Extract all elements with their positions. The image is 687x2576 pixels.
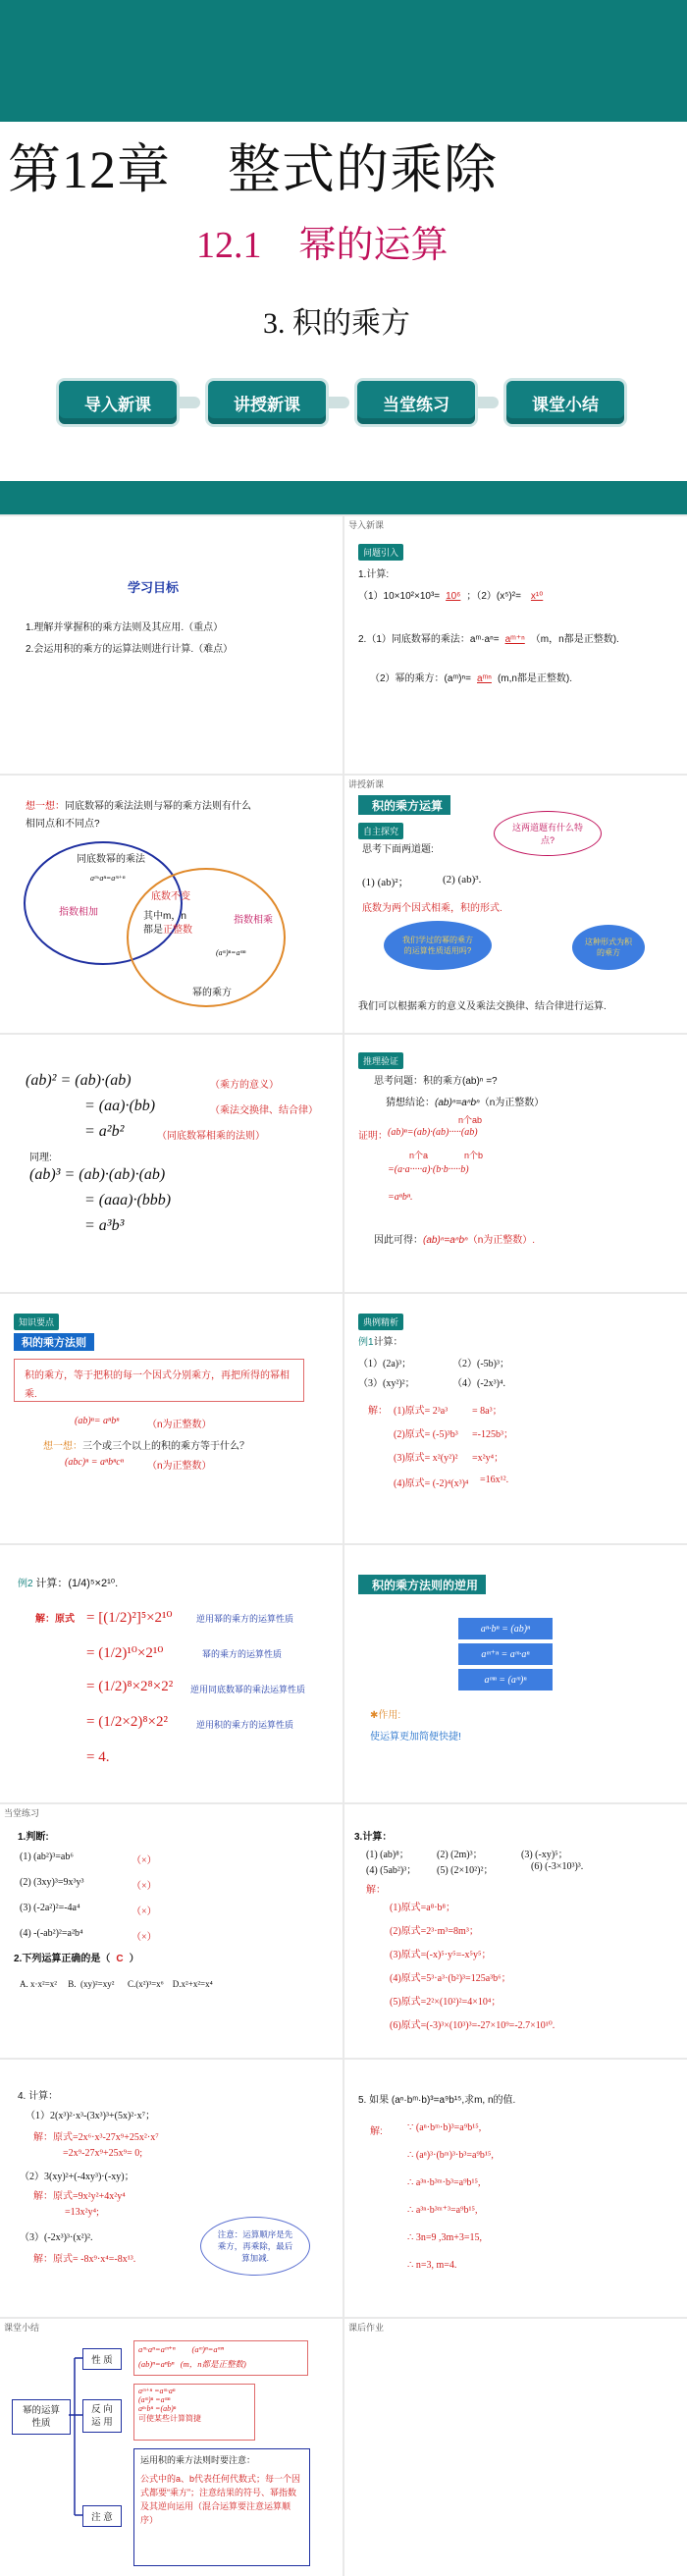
- badge-reasoning: 推理验证: [358, 1052, 403, 1069]
- q1a-text: （1）10×10²×10³=: [358, 591, 441, 602]
- ex2-note-3: 逆用同底数幂的乘法运算性质: [190, 1685, 306, 1694]
- p2-top-b: n个b: [464, 1151, 484, 1160]
- q1b-text: ；（2）(x⁵)²=: [466, 591, 521, 602]
- slide-proof: [344, 1035, 687, 1292]
- nav-button-teach[interactable]: 讲授新课: [208, 381, 326, 424]
- judge-3: (3) (-2a²)²=-4a⁴: [20, 1903, 80, 1913]
- conclusion-row: [374, 1231, 535, 1246]
- q3-answer: aᵐⁿ: [477, 673, 492, 684]
- mixed-a2b: =13x²y⁴;: [65, 2207, 99, 2218]
- ex2-step-5: = 4.: [86, 1749, 110, 1765]
- mixed-heading: 4. 计算：: [18, 2091, 59, 2102]
- d-line-3: = a²b²: [84, 1123, 125, 1140]
- guess-label: 猜想结论：: [386, 1098, 435, 1108]
- judge-mark-2: （×）: [132, 1881, 157, 1892]
- mixed-p2: （2）3(xy)²+(-4xy³)·(-xy)；: [20, 2172, 134, 2182]
- title-top-band: [0, 0, 687, 122]
- conclusion-formula: (ab)ⁿ=aⁿbⁿ: [423, 1235, 468, 1246]
- use-label: [370, 1706, 400, 1721]
- branch-caution: [82, 2505, 122, 2527]
- inverse-box: [133, 2384, 255, 2441]
- rule-text: 积的乘方，等于把积的每一个因式分别乘方，再把所得的幂相乘.: [25, 1370, 290, 1400]
- inverse-line-2: (aᵐ)ⁿ =aᵐⁿ: [138, 2395, 171, 2404]
- calc-p1: (1) (ab)⁸；: [366, 1850, 409, 1860]
- venn-mid-3-red: 正整数: [163, 925, 192, 936]
- think-question: 三个或三个以上的积的乘方等于什么？: [82, 1441, 249, 1452]
- ex2-note-4: 逆用积的乘方的运算性质: [196, 1720, 294, 1730]
- slide-rule: [0, 1294, 343, 1543]
- ex2-number: 例2: [18, 1579, 33, 1589]
- question-bubble-text: 这两道题有什么特点?: [511, 823, 583, 845]
- choice-options: A. x·x²=x² B. (xy)²=xy² C.(x²)³=x⁶ D.x²+x²=x⁴: [20, 1979, 213, 1989]
- solve-l1: ∵ (aⁿ·bᵐ·b)³=a⁹b¹⁵,: [407, 2122, 482, 2133]
- branch-caution-text: 注 意: [91, 2512, 113, 2523]
- slide-learning-goals: [0, 516, 343, 774]
- venn-left-title: 同底数幂的乘法: [77, 854, 145, 865]
- property-line-1: aᵐ·aⁿ=aᵐ⁺ⁿ (aᵐ)ⁿ=aᵐⁿ: [138, 2344, 224, 2354]
- calc-p2: (2) (2m)³；: [437, 1850, 483, 1860]
- slide-tag: 当堂练习: [4, 1808, 40, 1818]
- same-label: 同理:: [29, 1153, 52, 1163]
- slide-compare-rules: [0, 776, 343, 1033]
- badge-example: 典例精析: [358, 1314, 403, 1330]
- branch-inverse: [82, 2399, 122, 2433]
- inverse-line-3: aⁿ·bⁿ =(ab)ⁿ: [138, 2404, 177, 2413]
- q1-row: [358, 587, 553, 602]
- d-line-1: (ab)² = (ab)·(ab): [26, 1072, 132, 1089]
- nav-button-intro[interactable]: 导入新课: [59, 381, 177, 424]
- ex-answer-2: (2)原式= (-5)³b³: [394, 1429, 458, 1440]
- mixed-a1b: =2x⁹-27x⁹+25x⁹= 0;: [63, 2148, 142, 2159]
- solve-l3: ∴ a³ⁿ·b³ᵐ·b³=a⁹b¹⁵,: [407, 2177, 481, 2188]
- d2-line-3: = a³b³: [84, 1217, 125, 1234]
- section-bar: [358, 795, 450, 815]
- d2-line-1: (ab)³ = (ab)·(ab)·(ab): [29, 1166, 166, 1183]
- proof-question-text: 思考问题：积的乘方(ab)ⁿ =?: [374, 1076, 498, 1087]
- slide-derivation: [0, 1035, 343, 1292]
- use-text: 使运算更加简便快捷!: [370, 1732, 461, 1743]
- ex2-step-4: = (1/2×2)⁸×2²: [86, 1714, 169, 1730]
- judge-1: (1) (ab²)³=ab⁶: [20, 1852, 74, 1862]
- slide-example-1: [344, 1294, 687, 1543]
- solve-l4: ∴ a³ⁿ·b³ᵐ⁺³=a⁹b¹⁵,: [407, 2205, 478, 2216]
- venn-mid-1: 底数不变: [151, 891, 190, 902]
- mixed-a2: 解：原式=9x²y²+4x²y⁴: [33, 2191, 126, 2202]
- calc-p4: (4) (5ab²)³；: [366, 1865, 417, 1876]
- slide-example-2: [0, 1545, 343, 1802]
- goals-heading: 学习目标: [128, 580, 180, 595]
- example-heading: [358, 1333, 403, 1348]
- proof-question: [374, 1072, 498, 1087]
- judge-4: (4) -(-ab²)²=a²b⁴: [20, 1928, 83, 1939]
- choice-heading: [14, 1950, 139, 1964]
- section-bar: [358, 1575, 486, 1594]
- venn-mid-3: [143, 921, 192, 936]
- calc-solution-label: 解：: [366, 1885, 386, 1896]
- calc-a1: (1)原式=a⁸·b⁸；: [390, 1903, 456, 1913]
- d2-line-2: = (aaa)·(bbb): [84, 1192, 172, 1208]
- goal-1: 1.理解并掌握积的乘方法则及其应用.（重点）: [26, 622, 224, 633]
- q3-tail: (m,n都是正整数).: [497, 673, 573, 684]
- d-note-1: （乘方的意义）: [210, 1080, 279, 1091]
- venn-right-title: 幂的乘方: [192, 988, 232, 998]
- think-text-2: 相同点和不同点?: [26, 819, 100, 830]
- title-slide: [0, 0, 687, 514]
- slide-tag: 课堂小结: [4, 2323, 40, 2333]
- order-bubble-text: 注意：运算顺序是先乘方，再乘除，最后算加减.: [217, 2229, 293, 2263]
- judge-mark-4: （×）: [132, 1932, 157, 1943]
- ex2-task: 计算：(1/4)⁵×2¹⁰.: [35, 1578, 119, 1589]
- d-line-2: = (aa)·(bb): [84, 1098, 156, 1114]
- judge-mark-3: （×）: [132, 1906, 157, 1917]
- ex2-note-1: 逆用幂的乘方的运算性质: [196, 1614, 294, 1624]
- badge-problem-intro: 问题引入: [358, 544, 403, 561]
- choice-answer: C: [116, 1954, 124, 1964]
- q1b-answer: x¹⁰: [530, 591, 544, 602]
- think-label: 想一想：: [26, 801, 65, 812]
- section-title: 12.1 幂的运算: [196, 225, 449, 266]
- rule-formula-1: (ab)ⁿ= aⁿbⁿ: [75, 1416, 120, 1426]
- mixed-p3: （3）(-2x³)³·(x²)².: [20, 2232, 93, 2243]
- conclusion-label: 因此可得：: [374, 1235, 423, 1246]
- ex-solution-label: 解：: [368, 1406, 388, 1417]
- venn-mid-3-text: 都是: [143, 925, 163, 936]
- goal-2: 2.会运用积的乘方的运算法则进行计算.（难点）: [26, 644, 234, 655]
- proof-line-3: =aⁿbⁿ.: [388, 1192, 413, 1203]
- ex-problem-4: （4）(-2x³)⁴.: [452, 1378, 505, 1389]
- mixed-a3: 解：原式= -8x⁹·x⁴=-8x¹³.: [33, 2254, 136, 2265]
- ex-answer-1r: = 8a³；: [472, 1406, 502, 1417]
- judge-2: (2) (3xy)³=9x³y³: [20, 1877, 84, 1888]
- ex-answer-4r: =16x¹².: [480, 1475, 509, 1485]
- ex2-solution-label: 解：原式: [35, 1614, 75, 1625]
- inverse-line-1: aᵐ⁺ⁿ =aᵐ·aⁿ: [138, 2387, 176, 2395]
- caution-line-2: 公式中的a、b代表任何代数式；每一个因式都要“乘方”；注意结果的符号、幂指数及其逆向运用（混合运算要注意运算顺序）: [140, 2474, 301, 2525]
- slide-tag: 讲授新课: [348, 779, 385, 789]
- conclusion-tail: （n为正整数）.: [467, 1235, 536, 1246]
- inverse-line-4: 可使某些计算简捷: [138, 2414, 201, 2423]
- proof-line-2: =(a·a·····a)·(b·b·····b): [388, 1164, 469, 1175]
- think-question: [26, 797, 251, 812]
- calc-p3: (3) (-xy)⁵；: [521, 1850, 568, 1860]
- slide-practice-judge: [0, 1804, 343, 2058]
- calc-a5: (5)原式=2²×(10²)²=4×10⁴；: [390, 1997, 502, 2008]
- lesson-subtitle: 3. 积的乘方: [263, 307, 410, 340]
- q2-answer: aᵐ⁺ⁿ: [504, 634, 525, 645]
- ex-answer-4: (4)原式= (-2)⁴(x³)⁴: [394, 1478, 469, 1489]
- ex2-heading: [18, 1575, 118, 1590]
- venn-right-note: 指数相乘: [234, 915, 273, 926]
- star-icon: ✱: [370, 1710, 379, 1721]
- slide-inverse-use: [344, 1545, 687, 1802]
- question-bubble: [494, 811, 602, 856]
- d-note-2: （乘法交换律、结合律）: [210, 1105, 318, 1116]
- branch-property-text: 性 质: [91, 2355, 113, 2366]
- guess-row: [386, 1094, 544, 1108]
- chapter-title: 第12章 整式的乘除: [8, 140, 498, 199]
- venn-left-note: 指数相加: [59, 907, 98, 918]
- cloud-left-text: 我们学过的幂的乘方的运算性质适用吗?: [402, 936, 473, 955]
- order-bubble: [200, 2217, 310, 2276]
- slide-tag: 导入新课: [348, 520, 385, 530]
- solve-l2: ∴ (aⁿ)³·(bᵐ)³·b³=a⁹b¹⁵,: [407, 2150, 494, 2161]
- title-bottom-band: [0, 481, 687, 514]
- q2-row: [358, 630, 619, 645]
- rule-formula-2: (abc)ⁿ = aⁿbⁿcⁿ: [65, 1457, 124, 1468]
- ex-answer-3r: =x²y⁴；: [472, 1453, 504, 1464]
- intro-text: 思考下面两道题:: [362, 844, 434, 855]
- caution-box: [133, 2448, 310, 2566]
- judge-mark-1: （×）: [132, 1855, 157, 1866]
- calc-p6: (6) (-3×10³)³.: [531, 1861, 584, 1872]
- rule-box: [14, 1359, 304, 1402]
- proof-label: 证明：: [358, 1131, 388, 1142]
- choice-tail: ）: [129, 1954, 139, 1964]
- venn-mid-2: 其中m，n: [143, 911, 186, 922]
- solve-label: 解:: [370, 2126, 383, 2137]
- slide-practice-mixed: [0, 2060, 343, 2317]
- bottom-text: 我们可以根据乘方的意义及乘法交换律、结合律进行运算.: [358, 1001, 607, 1012]
- example-number: 例1: [358, 1337, 374, 1348]
- slide-practice-calc: [344, 1804, 687, 2058]
- branch-property: [82, 2348, 122, 2370]
- q1-label: 1.计算:: [358, 569, 390, 580]
- slide-intro-questions: [344, 516, 687, 774]
- solve-l6: ∴ n=3, m=4.: [407, 2260, 457, 2271]
- rule-formula-2-tail: （n为正整数）: [147, 1461, 212, 1472]
- calc-a6: (6)原式=(-3)³×(10³)³=-27×10⁹=-2.7×10¹⁰.: [390, 2020, 555, 2031]
- example-1: (1) (ab)²；: [362, 877, 409, 888]
- guess-tail: （n为正整数）: [479, 1098, 545, 1108]
- venn-left-formula: aᵐ·aⁿ=aᵐ⁺ⁿ: [90, 874, 126, 883]
- caution-line-1: 运用积的乘方法则时要注意：: [140, 2455, 256, 2465]
- summary-root-text: 幂的运算性质: [22, 2405, 60, 2429]
- inverse-formula-1: aⁿ·bⁿ = (ab)ⁿ: [458, 1618, 553, 1639]
- ex2-note-2: 幂的乘方的运算性质: [202, 1649, 283, 1659]
- base-note: 底数为两个因式相乘，积的形式.: [362, 903, 502, 914]
- q3-text: （2）幂的乘方：(aᵐ)ⁿ=: [370, 673, 471, 684]
- nav-button-summary[interactable]: 课堂小结: [506, 381, 624, 424]
- judge-heading: 1.判断:: [18, 1832, 49, 1843]
- section-bar-title: 积的乘方法则的逆用: [372, 1578, 479, 1592]
- calc-a4: (4)原式=5³·a³·(b²)³=125a³b⁶；: [390, 1973, 511, 1984]
- proof-line-1: (ab)ⁿ=(ab)·(ab)·····(ab): [388, 1127, 478, 1138]
- calc-a3: (3)原式=(-x)⁵·y⁵=-x⁵y⁵；: [390, 1950, 492, 1960]
- inverse-formula-2: aᵐ⁺ⁿ = aᵐ·aⁿ: [458, 1643, 553, 1665]
- ex-problem-1: （1）(2a)³；: [358, 1359, 412, 1369]
- ex-problem-3: （3）(xy²)²；: [358, 1378, 415, 1389]
- q1a-answer: 10⁶: [446, 591, 461, 602]
- choice-text: 2.下列运算正确的是（: [14, 1954, 111, 1964]
- mixed-p1: （1）2(x³)²·x³-(3x³)³+(5x)²·x⁷；: [26, 2111, 156, 2121]
- rule-formula-1-tail: （n为正整数）: [147, 1420, 212, 1430]
- q3-row: [370, 670, 572, 684]
- cloud-right: [572, 925, 645, 970]
- solve-l5: ∴ 3n=9 ,3m+3=15,: [407, 2232, 483, 2243]
- solve-heading: 5. 如果 (aⁿ·bᵐ·b)³=a⁹b¹⁵,求m, n的值.: [358, 2095, 516, 2106]
- think-text: 同底数幂的乘法法则与幂的乘方法则有什么: [65, 801, 251, 812]
- calc-heading: 3.计算：: [354, 1832, 393, 1843]
- slide-tag: 课后作业: [348, 2323, 385, 2333]
- cloud-right-text: 这种形式为积的乘方: [585, 938, 632, 957]
- example-task: 计算：: [373, 1337, 403, 1348]
- summary-root: [12, 2399, 71, 2435]
- q2-tail: （m，n都是正整数).: [530, 634, 619, 645]
- example-2: (2) (ab)³.: [443, 874, 482, 886]
- slide-homework: [344, 2319, 687, 2576]
- ex2-step-3: = (1/2)⁸×2⁸×2²: [86, 1679, 174, 1694]
- q2-text: 2.（1）同底数幂的乘法：aᵐ·aⁿ=: [358, 634, 500, 645]
- p1-top: n个ab: [458, 1115, 483, 1125]
- guess-formula: (ab)ⁿ=aⁿbⁿ: [435, 1098, 480, 1108]
- rule-title-bar: [14, 1333, 94, 1351]
- venn-right-formula: (aᵐ)ⁿ=aᵐⁿ: [216, 948, 246, 957]
- property-box: [133, 2340, 308, 2376]
- rule-title: 积的乘方法则: [22, 1337, 86, 1349]
- mixed-a1: 解：原式=2x⁶·x³-27x⁹+25x²·x⁷: [33, 2132, 159, 2143]
- slide-practice-solve: [344, 2060, 687, 2317]
- slide-summary: [0, 2319, 343, 2576]
- nav-button-practice[interactable]: 当堂练习: [357, 381, 475, 424]
- badge-self-explore: 自主探究: [358, 823, 403, 839]
- badge-key-point: 知识要点: [14, 1314, 59, 1330]
- think-row: [43, 1437, 249, 1452]
- cloud-left: [384, 921, 492, 970]
- ex-answer-3: (3)原式= x²(y²)²: [394, 1453, 458, 1464]
- d-note-3: （同底数幂相乘的法则）: [157, 1131, 265, 1142]
- slide-product-power: [344, 776, 687, 1033]
- ex-answer-1: (1)原式= 2³a³: [394, 1406, 449, 1417]
- ex2-step-1: = [(1/2)²]⁵×2¹⁰: [86, 1610, 173, 1626]
- calc-p5: (5) (2×10²)²；: [437, 1865, 494, 1876]
- property-line-2: (ab)ⁿ=aⁿbⁿ (m，n都是正整数): [138, 2359, 246, 2369]
- think-label: 想一想：: [43, 1441, 82, 1452]
- use-label-text: 作用:: [378, 1710, 401, 1721]
- ex2-step-2: = (1/2)¹⁰×2¹⁰: [86, 1645, 164, 1661]
- ex-problem-2: （2）(-5b)³；: [452, 1359, 509, 1369]
- branch-inverse-text: 反 向 运 用: [91, 2404, 113, 2428]
- inverse-formula-3: aᵐⁿ = (aᵐ)ⁿ: [458, 1669, 553, 1690]
- p2-top-a: n个a: [409, 1151, 429, 1160]
- calc-a2: (2)原式=2³·m³=8m³；: [390, 1926, 479, 1937]
- ex-answer-2r: =-125b³；: [472, 1429, 513, 1440]
- section-bar-title: 积的乘方运算: [372, 798, 444, 813]
